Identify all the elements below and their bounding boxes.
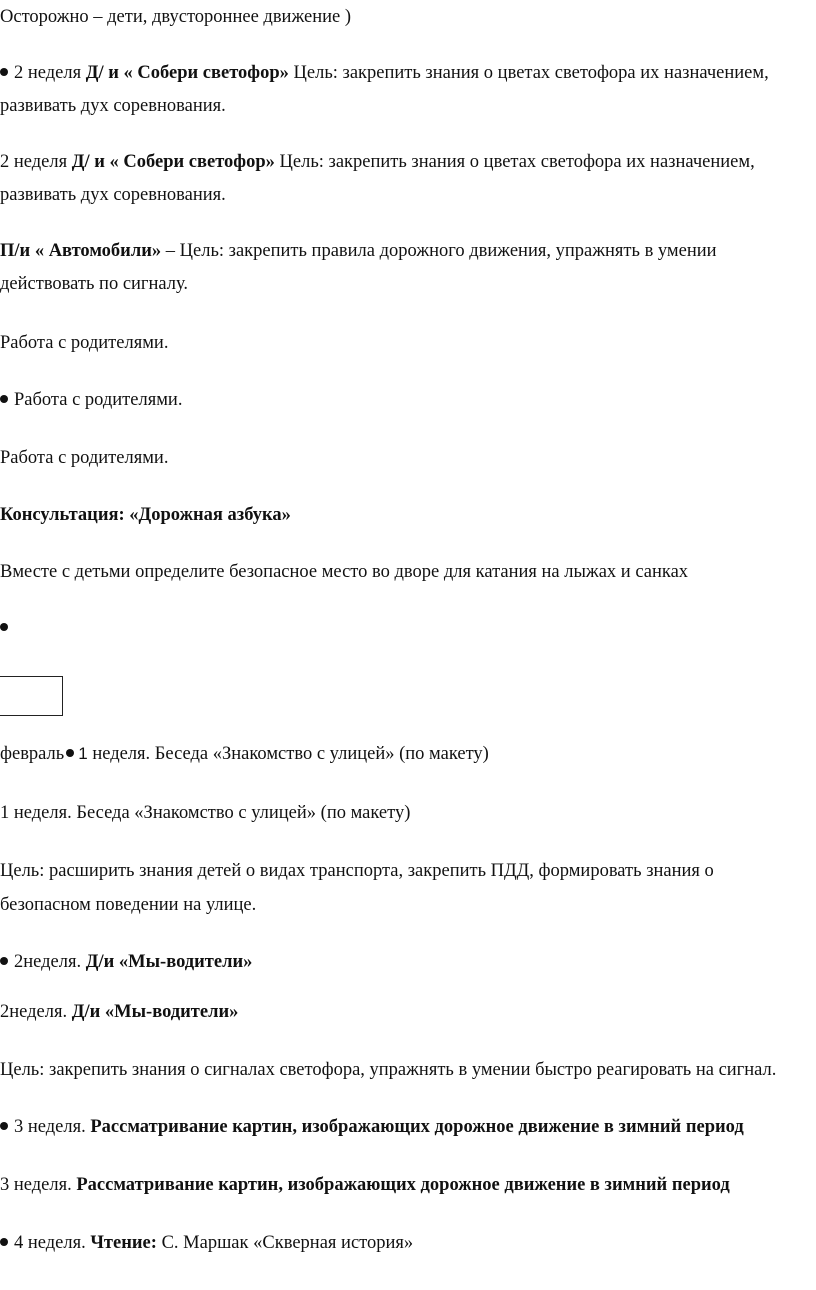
text-line-9: Работа с родителями. [0,389,182,411]
text-line-12: Вместе с детьми определите безопасное место во дворе для катания на лыжах и санках [0,562,689,582]
text-line-4: 2 неделя Д/ и « Собери светофор» Цель: закрепить знания о цветах светофора их назначением, [0,152,755,172]
text-line-3: развивать дух соревнования. [0,96,226,116]
text-line-23: 4 неделя. Чтение: С. Маршак «Скверная история» [0,1232,413,1254]
bullet-icon [0,1238,8,1246]
empty-box [0,676,63,716]
text-line-2: 2 неделя Д/ и « Собери светофор» Цель: закрепить знания о цветах светофора их назначением, [0,62,769,84]
text-line-21: 3 неделя. Рассматривание картин, изображающих дорожное движение в зимний период [0,1116,744,1138]
bullet-icon [66,749,74,757]
text-line-5: развивать дух соревнования. [0,185,226,205]
text-line-15: 1 неделя. Беседа «Знакомство с улицей» (по макету) [0,803,411,823]
text-line-7: действовать по сигналу. [0,274,189,294]
text-line-22: 3 неделя. Рассматривание картин, изображающих дорожное движение в зимний период [0,1175,730,1195]
text-line-10: Работа с родителями. [0,448,169,468]
text-line-11: Консультация: «Дорожная азбука» [0,505,291,525]
text-line-1: Осторожно – дети, двустороннее движение ) [0,7,352,27]
bullet-icon [0,395,8,403]
text-line-20: Цель: закрепить знания о сигналах светофора, упражнять в умении быстро реагировать на сигнал. [0,1060,777,1080]
bullet-icon [0,68,8,76]
text-line-13 [0,617,14,639]
bullet-icon [0,623,8,631]
text-line-14: февраль 1 неделя. Беседа «Знакомство с улицей» (по макету) [0,744,489,764]
text-line-16: Цель: расширить знания детей о видах транспорта, закрепить ПДД, формировать знания о [0,861,714,881]
text-line-17: безопасном поведении на улице. [0,895,257,915]
text-line-18: 2неделя. Д/и «Мы-водители» [0,951,252,973]
text-line-8: Работа с родителями. [0,333,169,353]
text-line-6: П/и « Автомобили» – Цель: закрепить правила дорожного движения, упражнять в умении [0,241,717,261]
bullet-icon [0,957,8,965]
text-line-19: 2неделя. Д/и «Мы-водители» [0,1002,239,1022]
bullet-icon [0,1122,8,1130]
